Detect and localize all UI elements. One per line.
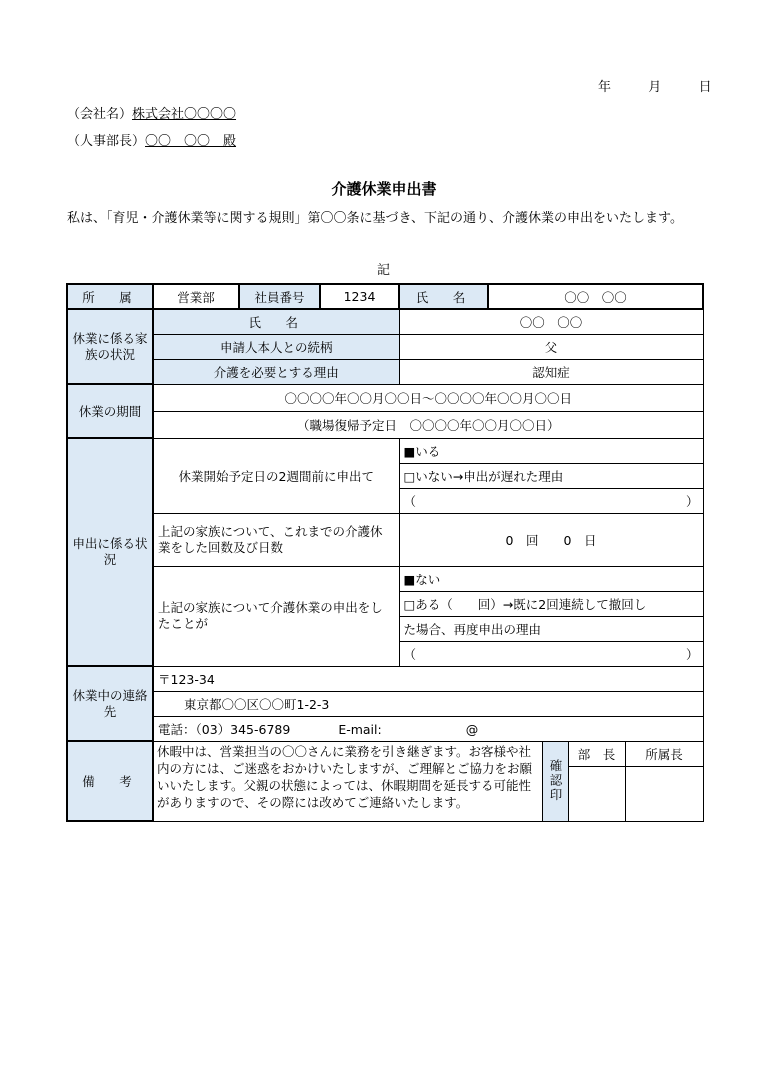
q1-option-no[interactable]: □いない→申出が遅れた理由 [399, 463, 703, 488]
contact-phone-email[interactable] [153, 716, 703, 741]
hr-label: （人事部長） [67, 134, 146, 149]
date-month: 月 [648, 80, 663, 95]
name-label: 氏 名 [399, 284, 488, 309]
company-label: （会社名） [67, 107, 133, 122]
family-section-label: 休業に係る家族の状況 [67, 309, 153, 384]
company-name: 株式会社〇〇〇〇 [132, 107, 237, 122]
period-section-label: 休業の期間 [67, 384, 153, 438]
intro-paragraph: 私は、「育児・介護休業等に関する規則」第〇〇条に基づき、下記の通り、介護休業の申出をいたします。 [67, 211, 683, 226]
remarks-text[interactable]: 休暇中は、営業担当の〇〇さんに業務を引き継ぎます。お客様や社内の方には、ご迷惑をおかけいたしますが、ご理解とご協力をお願いいたします。父親の状態によっては、休暇期間を延長する可能性がありますので、その際には改めてご連絡いたします。 [153, 741, 542, 821]
family-name-value[interactable]: 〇〇 〇〇 [399, 309, 703, 334]
q3-paren-close: ） [686, 646, 699, 662]
family-name-label: 氏 名 [153, 309, 399, 334]
family-reason-value[interactable]: 認知症 [399, 359, 703, 384]
header-row [67, 284, 703, 309]
q3-option-yes[interactable]: □ある（ 回）→既に2回連続して撤回し [399, 591, 703, 616]
contact-email-label: E-mail: [338, 721, 382, 737]
stamp-manager-label: 部 長 [568, 741, 625, 766]
family-reason-label: 介護を必要とする理由 [153, 359, 399, 384]
contact-section-label: 休業中の連絡先 [67, 666, 153, 741]
q1-label: 休業開始予定日の2週間前に申出て [153, 438, 399, 513]
date-year: 年 [598, 80, 613, 95]
q1-paren-open: （ [403, 493, 417, 509]
contact-address[interactable]: 東京都〇〇区〇〇町1-2-3 [153, 691, 703, 716]
period-range[interactable]: 〇〇〇〇年〇〇月〇〇日～〇〇〇〇年〇〇月〇〇日 [153, 384, 703, 411]
contact-email-at: @ [465, 721, 479, 737]
ki-marker: 記 [377, 263, 391, 278]
q3-label: 上記の家族について介護休業の申出をしたことが [153, 566, 399, 666]
company-line [67, 103, 236, 122]
date-line [598, 76, 713, 95]
emp-no-label: 社員番号 [239, 284, 320, 309]
q3-option-yes-cont: た場合、再度申出の理由 [399, 616, 703, 641]
request-section-label: 申出に係る状況 [67, 438, 153, 666]
name-value[interactable]: 〇〇 〇〇 [488, 284, 703, 309]
q3-paren-open: （ [403, 646, 417, 662]
hr-name: 〇〇 〇〇 殿 [145, 134, 237, 149]
q3-reason-field[interactable] [399, 641, 703, 666]
emp-no-value[interactable]: 1234 [320, 284, 399, 309]
stamp-dept-head-box[interactable] [625, 766, 703, 821]
dept-value[interactable]: 営業部 [153, 284, 239, 309]
q2-value[interactable]: 0 回 0 日 [399, 513, 703, 566]
q1-option-yes[interactable]: ■いる [399, 438, 703, 463]
period-return[interactable]: （職場復帰予定日 〇〇〇〇年〇〇月〇〇日） [153, 411, 703, 438]
q2-label: 上記の家族について、これまでの介護休業をした回数及び日数 [153, 513, 399, 566]
q3-option-no[interactable]: ■ない [399, 566, 703, 591]
document-title: 介護休業申出書 [331, 180, 437, 198]
family-relation-label: 申請人本人との続柄 [153, 334, 399, 359]
q1-paren-close: ） [686, 493, 699, 509]
contact-postal[interactable]: 〒123-34 [153, 666, 703, 691]
remarks-section-label: 備 考 [67, 741, 153, 821]
stamp-dept-head-label: 所属長 [625, 741, 703, 766]
q1-reason-field[interactable] [399, 488, 703, 513]
date-day: 日 [698, 80, 713, 95]
stamp-manager-box[interactable] [568, 766, 625, 821]
dept-label: 所 属 [67, 284, 153, 309]
hr-line [67, 130, 236, 149]
contact-phone: 電話：（03）345-6789 [158, 721, 291, 737]
leave-request-form [66, 283, 704, 822]
family-relation-value[interactable]: 父 [399, 334, 703, 359]
confirm-stamp-label: 確認印 [542, 741, 568, 821]
